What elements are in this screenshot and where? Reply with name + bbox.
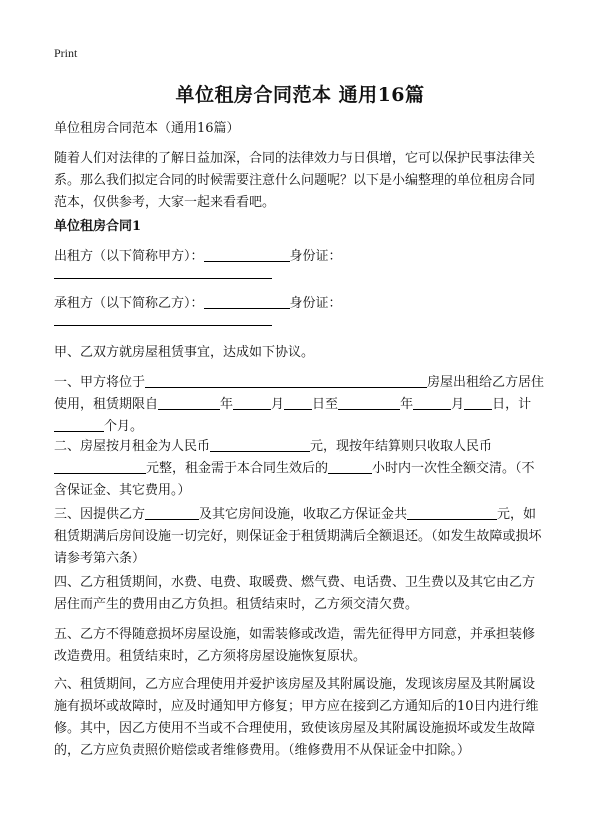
clause-2-text-d: 小时内一次性全额交清。（不含保证金、其它费用。） (54, 461, 535, 498)
clause-1-day-to: 日至 (312, 397, 339, 412)
monthly-rent-blank (210, 437, 310, 452)
clause-3-text-c: 元，如租赁期满后房间设施一切完好，则保证金于租赁期满后全额退还。（如发生故障或损坏请参考第六条） (54, 507, 542, 566)
end-year-blank (338, 395, 400, 410)
clause-2-text-a: 二、房屋按月租金为人民币 (54, 439, 211, 454)
intro-paragraph: 随着人们对法律的了解日益加深，合同的法律效力与日俱增，它可以保护民事法律关系。那么我们拟定合同的时候需要注意什么问题呢？以下是小编整理的单位租房合同范本，仅供参考，大家一起来看看吧。 (54, 151, 536, 210)
lessor-line (54, 246, 546, 268)
lessor-label: 出租方（以下简称甲方）： (54, 249, 204, 264)
print-link[interactable]: Print (54, 46, 78, 60)
clause-2 (54, 436, 546, 502)
start-year-blank (158, 395, 220, 410)
clause-6: 六、租赁期间，乙方应合理使用并爱护该房屋及其附属设施，发现该房屋及其附属设施有损坏或故障时，应及时通知甲方修复；甲方应在接到乙方通知后的10日内进行维修。其中，因乙方使用不当或不合理使用，致使该房屋及其附属设施损坏或发生故障的，乙方应负责照价赔偿或者维修费用。（维修费用不从保证金中扣除。） (54, 677, 539, 758)
clause-1-text-a: 一、甲方将位于 (54, 375, 146, 390)
lessee-id-blank (54, 325, 272, 326)
clause-1 (54, 372, 546, 438)
clause-1-text-d: 个月。 (104, 419, 144, 434)
lessee-label: 承租方（以下简称乙方）： (54, 296, 204, 311)
clause-3 (54, 504, 546, 570)
clause-1-text-b: 房屋出租给乙方居住使用，租赁期限自 (54, 375, 545, 412)
start-month-blank (233, 395, 271, 410)
clause-5: 五、乙方不得随意损坏房屋设施，如需装修或改造，需先征得甲方同意，并承担装修改造费用。租赁结束时，乙方须将房屋设施恢复原状。 (54, 627, 536, 664)
contract-heading: 单位租房合同1 (54, 219, 142, 234)
clause-1-year-1: 年 (220, 397, 234, 412)
lessee-id-label: 身份证： (289, 296, 342, 311)
annual-rent-blank (54, 459, 146, 474)
payment-hours-blank (328, 459, 372, 474)
start-day-blank (284, 395, 312, 410)
lessor-name-blank (204, 247, 290, 262)
clause-3-text-a: 三、因提供乙方 (54, 507, 146, 522)
clause-2-text-c: 元整，租金需于本合同生效后的 (146, 461, 329, 476)
clause-4: 四、乙方租赁期间，水费、电费、取暖费、燃气费、电话费、卫生费以及其它由乙方居住而产生的费用由乙方负担。租赁结束时，乙方须交清欠费。 (54, 575, 536, 612)
clause-1-year-2: 年 (400, 397, 414, 412)
clause-1-month-2: 月 (451, 397, 465, 412)
deposit-blank (407, 505, 497, 520)
lessor-id-label: 身份证： (289, 249, 342, 264)
lessor-id-blank (54, 278, 272, 279)
clause-1-month-1: 月 (271, 397, 285, 412)
document-subtitle: 单位租房合同范本（通用16篇） (54, 121, 240, 136)
facilities-blank (145, 505, 199, 520)
agreement-line: 甲、乙双方就房屋租赁事宜，达成如下协议。 (54, 345, 315, 360)
end-day-blank (464, 395, 492, 410)
lessee-line (54, 293, 546, 315)
address-blank (145, 373, 427, 388)
end-month-blank (413, 395, 451, 410)
document-title: 单位租房合同范本 通用16篇 (175, 84, 425, 106)
months-blank (54, 417, 104, 432)
clause-3-text-b: 及其它房间设施，收取乙方保证金共 (199, 507, 408, 522)
clause-1-text-c: 日，计 (492, 397, 532, 412)
lessee-name-blank (204, 294, 290, 309)
clause-2-text-b: 元，现按年结算则只收取人民币 (310, 439, 493, 454)
